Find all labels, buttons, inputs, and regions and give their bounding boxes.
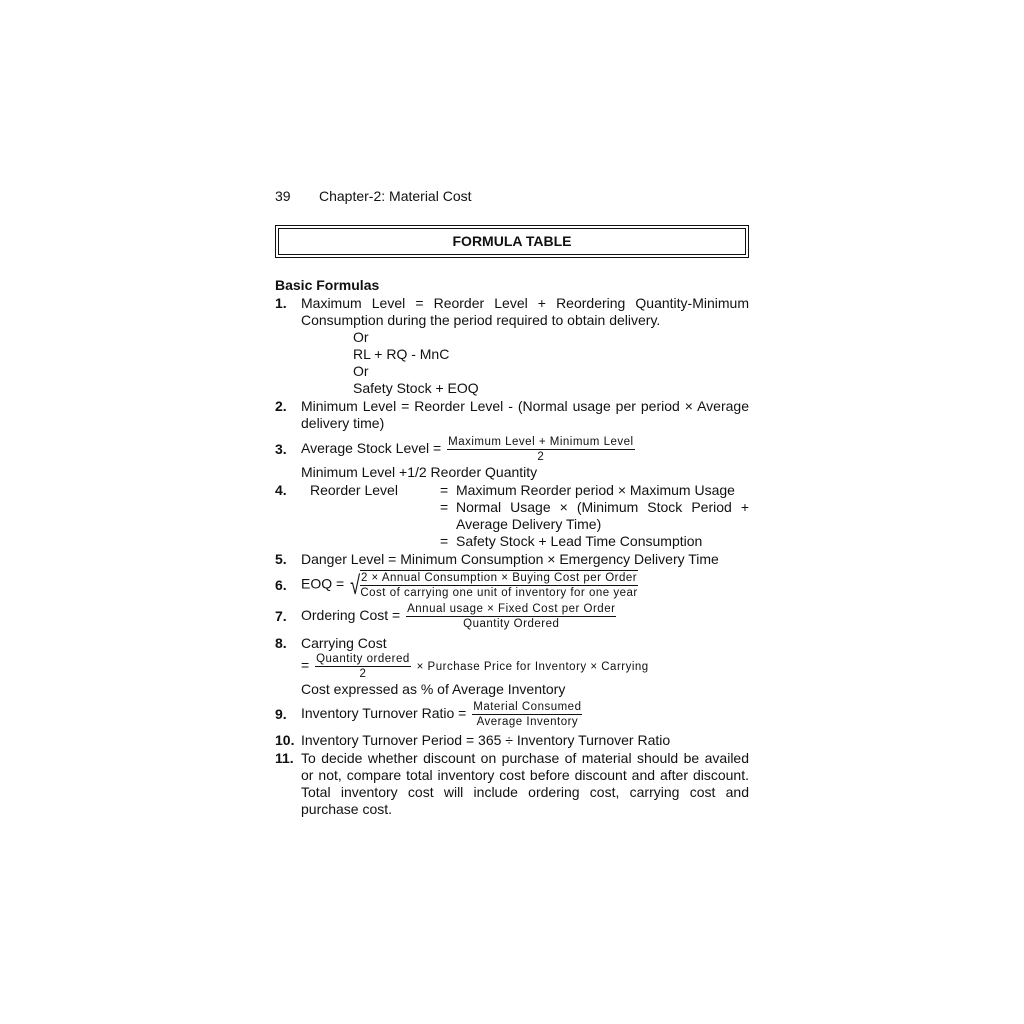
denominator: 2 (537, 451, 545, 463)
or-label: Or (353, 363, 369, 379)
formula-line: Minimum Level = Reorder Level - (Normal usage per period × Average (301, 398, 749, 414)
equals-sign: = (440, 482, 449, 498)
numerator: Quantity ordered (316, 653, 410, 665)
formula-table-title (278, 228, 746, 255)
formula-item-2 (275, 398, 749, 432)
fraction (406, 602, 616, 631)
item-number: 5. (275, 551, 287, 567)
formula-label: Average Stock Level = (301, 440, 442, 457)
document-page (275, 188, 749, 818)
item-number: 4. (275, 482, 287, 498)
formula-value: Normal Usage × (Minimum Stock Period + (456, 499, 749, 515)
formula-value: Safety Stock + Lead Time Consumption (456, 533, 703, 549)
numerator: 2 × Annual Consumption × Buying Cost per Order (360, 572, 638, 584)
formula-item-1 (275, 295, 749, 397)
formula-label: Ordering Cost = (301, 607, 401, 624)
formula-alt: Safety Stock + EOQ (353, 380, 479, 396)
formula-item-10 (275, 732, 749, 749)
item-number: 11. (275, 750, 294, 766)
equals-sign: = (301, 657, 310, 674)
denominator: Quantity Ordered (463, 618, 560, 630)
formula-line: Inventory Turnover Period = 365 ÷ Inventory Turnover Ratio (301, 732, 671, 748)
formula-line: Cost expressed as % of Average Inventory (301, 681, 566, 697)
formula-value: Maximum Reorder period × Maximum Usage (456, 482, 735, 498)
page-header (275, 188, 749, 210)
radical-sign-icon: √ (350, 570, 361, 600)
formula-item-9 (275, 700, 749, 729)
numerator: Maximum Level + Minimum Level (448, 436, 634, 448)
denominator: 2 (359, 668, 367, 680)
item-number: 6. (275, 577, 287, 593)
section-title: Basic Formulas (275, 277, 380, 293)
numerator: Annual usage × Fixed Cost per Order (407, 603, 616, 615)
formula-line: or not, compare total inventory cost before discount and after discount. (301, 767, 749, 783)
formula-label: Carrying Cost (301, 635, 387, 651)
formula-item-4 (275, 482, 749, 550)
item-number: 8. (275, 635, 287, 651)
item-number: 1. (275, 295, 287, 311)
formula-label: EOQ = (301, 575, 345, 592)
fraction (472, 700, 582, 729)
item-number: 3. (275, 441, 287, 457)
page-number: 39 (275, 188, 291, 204)
item-number: 2. (275, 398, 287, 414)
square-root (348, 570, 639, 600)
numerator: Material Consumed (473, 701, 582, 713)
item-number: 10. (275, 732, 295, 748)
formula-item-11 (275, 750, 749, 818)
formula-item-8 (275, 635, 749, 698)
formula-item-6 (275, 570, 749, 600)
formula-line: purchase cost. (301, 801, 393, 817)
formula-line: Danger Level = Minimum Consumption × Emergency Delivery Time (301, 551, 719, 567)
title-text: FORMULA TABLE (452, 233, 572, 249)
formula-line: Maximum Level = Reorder Level + Reordering Quantity-Minimum (301, 295, 749, 311)
formula-line: Total inventory cost will include ordering cost, carrying cost and (301, 784, 749, 800)
denominator: Average Inventory (476, 716, 579, 728)
denominator: Cost of carrying one unit of inventory for one year (360, 587, 638, 599)
chapter-title: Chapter-2: Material Cost (319, 188, 472, 204)
formula-line: To decide whether discount on purchase of material should be availed (301, 750, 749, 766)
formula-label: Reorder Level (310, 482, 398, 498)
formula-item-3 (275, 435, 749, 481)
equals-sign: = (440, 499, 449, 515)
fraction (359, 570, 638, 600)
formula-label: Inventory Turnover Ratio = (301, 705, 467, 722)
item-number: 7. (275, 608, 287, 624)
formula-line: Consumption during the period required to obtain delivery. (301, 312, 661, 328)
fraction (447, 435, 634, 464)
formula-item-5 (275, 551, 749, 568)
formula-item-7 (275, 602, 749, 631)
equals-sign: = (440, 533, 449, 549)
formula-rest: × Purchase Price for Inventory × Carrying (416, 661, 649, 674)
item-number: 9. (275, 706, 287, 722)
fraction (315, 652, 411, 681)
formula-alt: Minimum Level +1/2 Reorder Quantity (301, 464, 538, 480)
formula-alt: RL + RQ - MnC (353, 346, 450, 362)
or-label: Or (353, 329, 369, 345)
formula-line: delivery time) (301, 415, 385, 431)
formula-value: Average Delivery Time) (456, 516, 602, 532)
